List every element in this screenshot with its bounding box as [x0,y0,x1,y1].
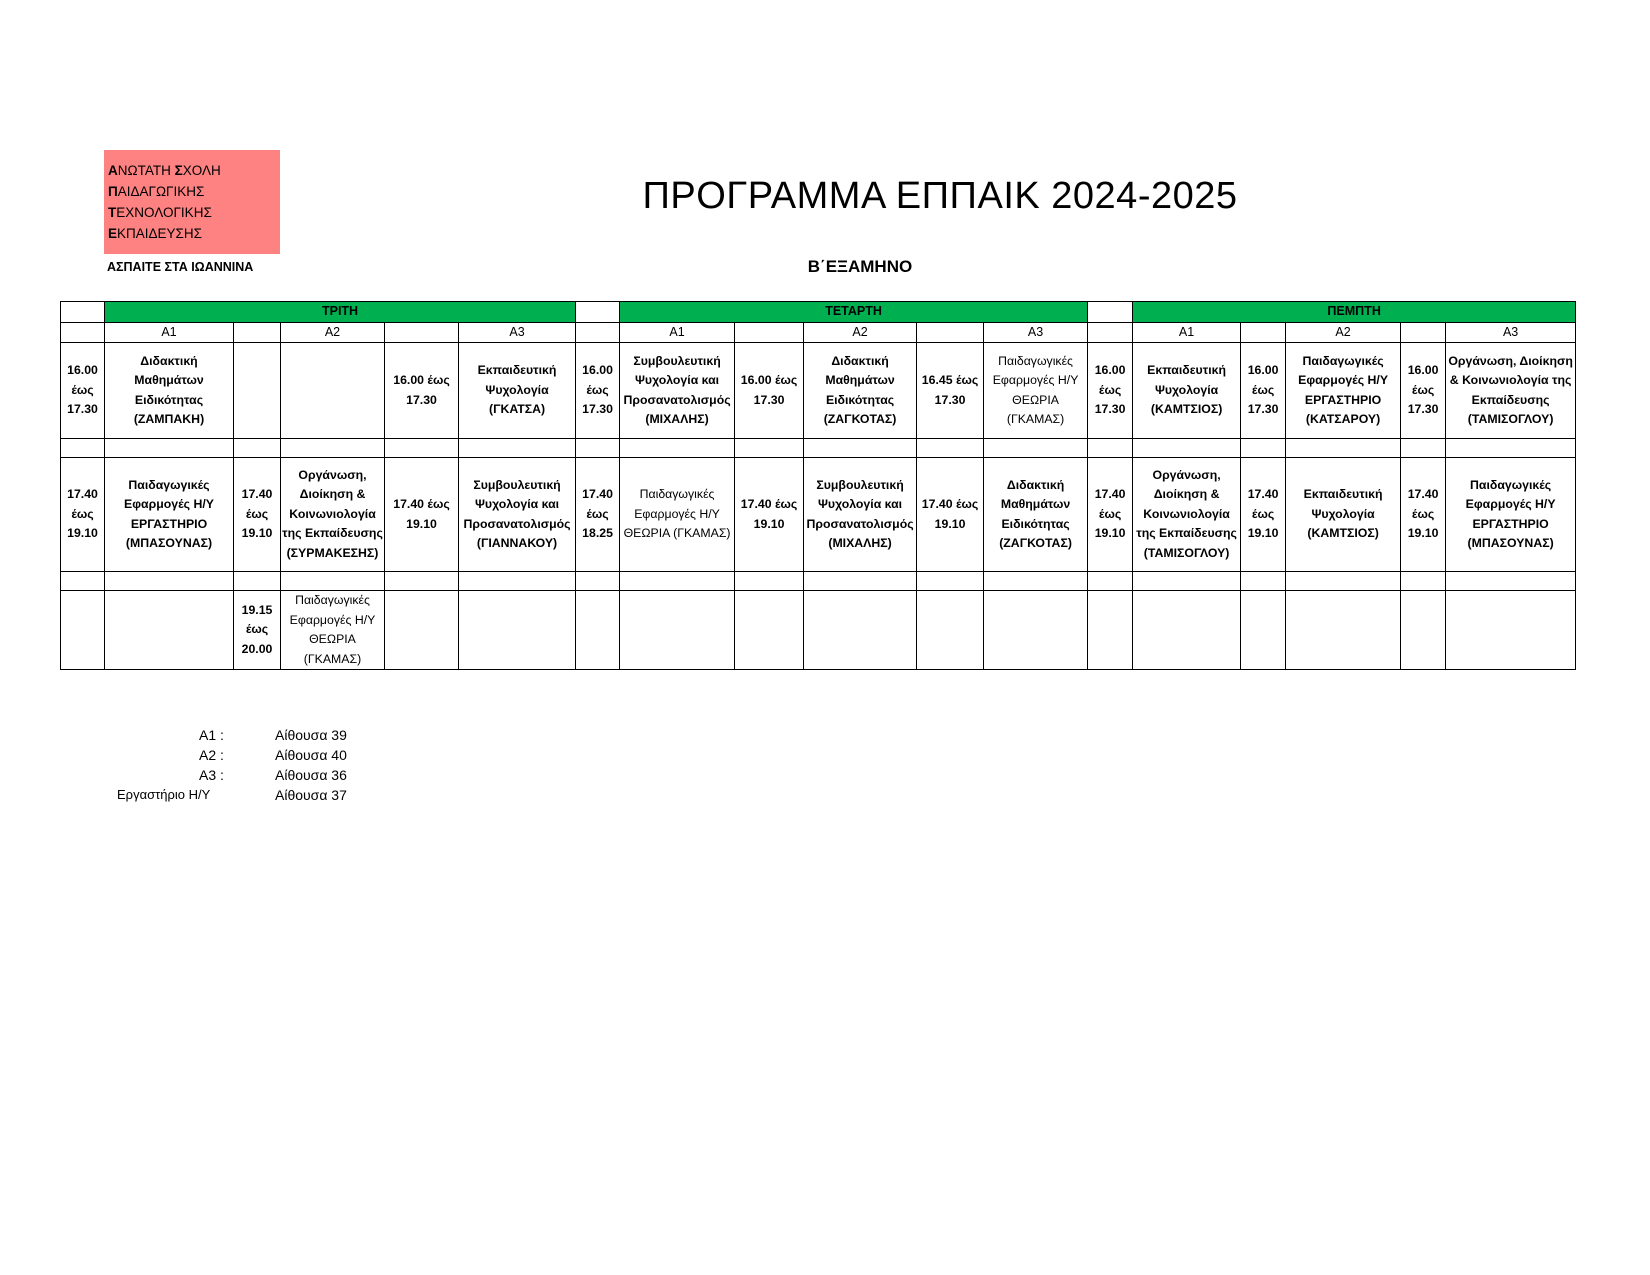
empty-cell [459,591,576,670]
room-header: Α1 [105,322,234,343]
time-slot-cell: 16.45 έως 17.30 [917,343,984,439]
page-title: ΠΡΟΓΡΑΜΜΑ ΕΠΠΑΙΚ 2024-2025 [642,175,1238,217]
time-slot-cell: 17.40 έως 19.10 [735,458,804,572]
course-cell: Εκπαιδευτική Ψυχολογία (ΚΑΜΤΣΙΟΣ) [1286,458,1401,572]
empty-cell [804,439,917,458]
time-slot-cell: 17.40 έως 19.10 [917,458,984,572]
course-cell: Εκπαιδευτική Ψυχολογία (ΚΑΜΤΣΙΟΣ) [1133,343,1241,439]
empty-cell [1241,322,1286,343]
empty-cell [61,439,105,458]
empty-cell [1088,322,1133,343]
day-header-row [61,302,1576,323]
schedule-table [60,301,1576,670]
course-cell: Εκπαιδευτική Ψυχολογία (ΓΚΑΤΣΑ) [459,343,576,439]
day-header-wednesday: ΤΕΤΑΡΤΗ [620,302,1088,323]
school-name-line-4: ΕΚΠΑΙΔΕΥΣΗΣ [108,226,202,241]
empty-cell [1241,572,1286,591]
empty-cell [917,591,984,670]
legend-key-a2: Α2 : [199,747,224,763]
course-cell: Συμβουλευτική Ψυχολογία και Προσανατολισμός (ΓΙΑΝΝΑΚΟΥ) [459,458,576,572]
empty-cell [234,343,281,439]
empty-cell [61,322,105,343]
empty-cell [735,591,804,670]
room-header: Α1 [620,322,735,343]
legend-key-lab: Εργαστήριο Η/Υ [117,787,211,802]
time-slot-cell: 16.00 έως 17.30 [1088,343,1133,439]
course-cell: Οργάνωση, Διοίκηση & Κοινωνιολογία της Εκπαίδευσης (ΣΥΡΜΑΚΕΣΗΣ) [281,458,385,572]
empty-cell [61,572,105,591]
empty-cell [1133,439,1241,458]
empty-cell [576,572,620,591]
day-header-thursday: ΠΕΜΠΤΗ [1133,302,1576,323]
school-name-line-2: ΠΑΙΔΑΓΩΓΙΚΗΣ [108,184,205,199]
legend-value-a2: Αίθουσα 40 [275,747,347,763]
empty-cell [234,439,281,458]
empty-cell [459,572,576,591]
empty-cell [984,591,1088,670]
empty-cell [1286,591,1401,670]
empty-cell [1446,572,1576,591]
empty-cell [804,591,917,670]
empty-cell [61,591,105,670]
empty-cell [735,439,804,458]
time-slot-cell: 17.40 έως 19.10 [1241,458,1286,572]
empty-cell [804,572,917,591]
empty-cell [105,572,234,591]
course-cell: Παιδαγωγικές Εφαρμογές Η/Υ ΘΕΩΡΙΑ (ΓΚΑΜΑΣ) [984,343,1088,439]
empty-cell [281,439,385,458]
empty-cell [735,572,804,591]
empty-cell [1446,591,1576,670]
legend-value-a1: Αίθουσα 39 [275,727,347,743]
empty-cell [576,322,620,343]
empty-cell [281,343,385,439]
legend-key-a3: Α3 : [199,767,224,783]
empty-cell [105,439,234,458]
semester-title: Β΄ΕΞΑΜΗΝΟ [807,257,913,276]
empty-cell [576,302,620,323]
empty-cell [1446,439,1576,458]
school-name-line-3: ΤΕΧΝΟΛΟΓΙΚΗΣ [108,205,212,220]
spacer-row [61,572,1576,591]
empty-cell [917,439,984,458]
empty-cell [620,591,735,670]
legend-value-lab: Αίθουσα 37 [275,787,347,803]
empty-cell [1401,439,1446,458]
empty-cell [735,322,804,343]
course-cell: Διδακτική Μαθημάτων Ειδικότητας (ΖΑΓΚΟΤΑΣ) [984,458,1088,572]
time-slot-cell: 17.40 έως 18.25 [576,458,620,572]
time-slot-cell: 17.40 έως 19.10 [234,458,281,572]
empty-cell [234,572,281,591]
empty-cell [576,439,620,458]
empty-cell [1133,591,1241,670]
course-cell: Διδακτική Μαθημάτων Ειδικότητας (ΖΑΜΠΑΚΗ) [105,343,234,439]
time-slot-cell: 17.40 έως 19.10 [1401,458,1446,572]
schedule-row [61,458,1576,572]
time-slot-cell: 16.00 έως 17.30 [61,343,105,439]
legend-key-a1: Α1 : [199,727,224,743]
course-cell: Οργάνωση, Διοίκηση & Κοινωνιολογία της Εκπαίδευσης (ΤΑΜΙΣΟΓΛΟΥ) [1446,343,1576,439]
course-cell: Παιδαγωγικές Εφαρμογές Η/Υ ΕΡΓΑΣΤΗΡΙΟ (ΚΑΤΣΑΡΟΥ) [1286,343,1401,439]
empty-cell [917,322,984,343]
course-cell: Παιδαγωγικές Εφαρμογές Η/Υ ΕΡΓΑΣΤΗΡΙΟ (ΜΠΑΣΟΥΝΑΣ) [105,458,234,572]
empty-cell [385,439,459,458]
time-slot-cell: 16.00 έως 17.30 [1241,343,1286,439]
empty-cell [1088,439,1133,458]
empty-cell [1286,439,1401,458]
empty-cell [1241,439,1286,458]
room-header: Α1 [1133,322,1241,343]
spacer-row [61,439,1576,458]
time-slot-cell: 17.40 έως 19.10 [61,458,105,572]
schedule-row [61,591,1576,670]
room-header: Α2 [1286,322,1401,343]
empty-cell [620,439,735,458]
empty-cell [61,302,105,323]
empty-cell [1401,322,1446,343]
empty-cell [917,572,984,591]
empty-cell [385,591,459,670]
course-cell: Συμβουλευτική Ψυχολογία και Προσανατολισμός (ΜΙΧΑΛΗΣ) [804,458,917,572]
course-cell: Συμβουλευτική Ψυχολογία και Προσανατολισμός (ΜΙΧΑΛΗΣ) [620,343,735,439]
room-header: Α3 [1446,322,1576,343]
room-header: Α2 [804,322,917,343]
room-header: Α3 [459,322,576,343]
course-cell: Διδακτική Μαθημάτων Ειδικότητας (ΖΑΓΚΟΤΑΣ) [804,343,917,439]
empty-cell [1088,302,1133,323]
schedule-row [61,343,1576,439]
school-name-line-1: ΑΝΩΤΑΤΗ ΣΧΟΛΗ [108,163,221,178]
time-slot-cell: 16.00 έως 17.30 [576,343,620,439]
empty-cell [234,322,281,343]
empty-cell [1088,572,1133,591]
time-slot-cell: 19.15 έως 20.00 [234,591,281,670]
empty-cell [459,439,576,458]
empty-cell [1401,572,1446,591]
empty-cell [1241,591,1286,670]
time-slot-cell: 16.00 έως 17.30 [385,343,459,439]
empty-cell [1286,572,1401,591]
time-slot-cell: 17.40 έως 19.10 [385,458,459,572]
course-cell: Παιδαγωγικές Εφαρμογές Η/Υ ΘΕΩΡΙΑ (ΓΚΑΜΑΣ) [620,458,735,572]
course-cell: Παιδαγωγικές Εφαρμογές Η/Υ ΘΕΩΡΙΑ (ΓΚΑΜΑΣ) [281,591,385,670]
course-cell: Οργάνωση, Διοίκηση & Κοινωνιολογία της Εκπαίδευσης (ΤΑΜΙΣΟΓΛΟΥ) [1133,458,1241,572]
empty-cell [1401,591,1446,670]
course-cell: Παιδαγωγικές Εφαρμογές Η/Υ ΕΡΓΑΣΤΗΡΙΟ (ΜΠΑΣΟΥΝΑΣ) [1446,458,1576,572]
empty-cell [1133,572,1241,591]
day-header-tuesday: ΤΡΙΤΗ [105,302,576,323]
legend-value-a3: Αίθουσα 36 [275,767,347,783]
empty-cell [385,322,459,343]
empty-cell [385,572,459,591]
empty-cell [1088,591,1133,670]
room-header-row [61,322,1576,343]
empty-cell [984,439,1088,458]
time-slot-cell: 17.40 έως 19.10 [1088,458,1133,572]
empty-cell [281,572,385,591]
empty-cell [576,591,620,670]
room-header: Α3 [984,322,1088,343]
empty-cell [984,572,1088,591]
empty-cell [620,572,735,591]
school-location: ΑΣΠΑΙΤΕ ΣΤΑ ΙΩΑΝΝΙΝΑ [107,260,254,274]
room-header: Α2 [281,322,385,343]
time-slot-cell: 16.00 έως 17.30 [735,343,804,439]
school-logo-box [104,150,280,254]
time-slot-cell: 16.00 έως 17.30 [1401,343,1446,439]
empty-cell [105,591,234,670]
